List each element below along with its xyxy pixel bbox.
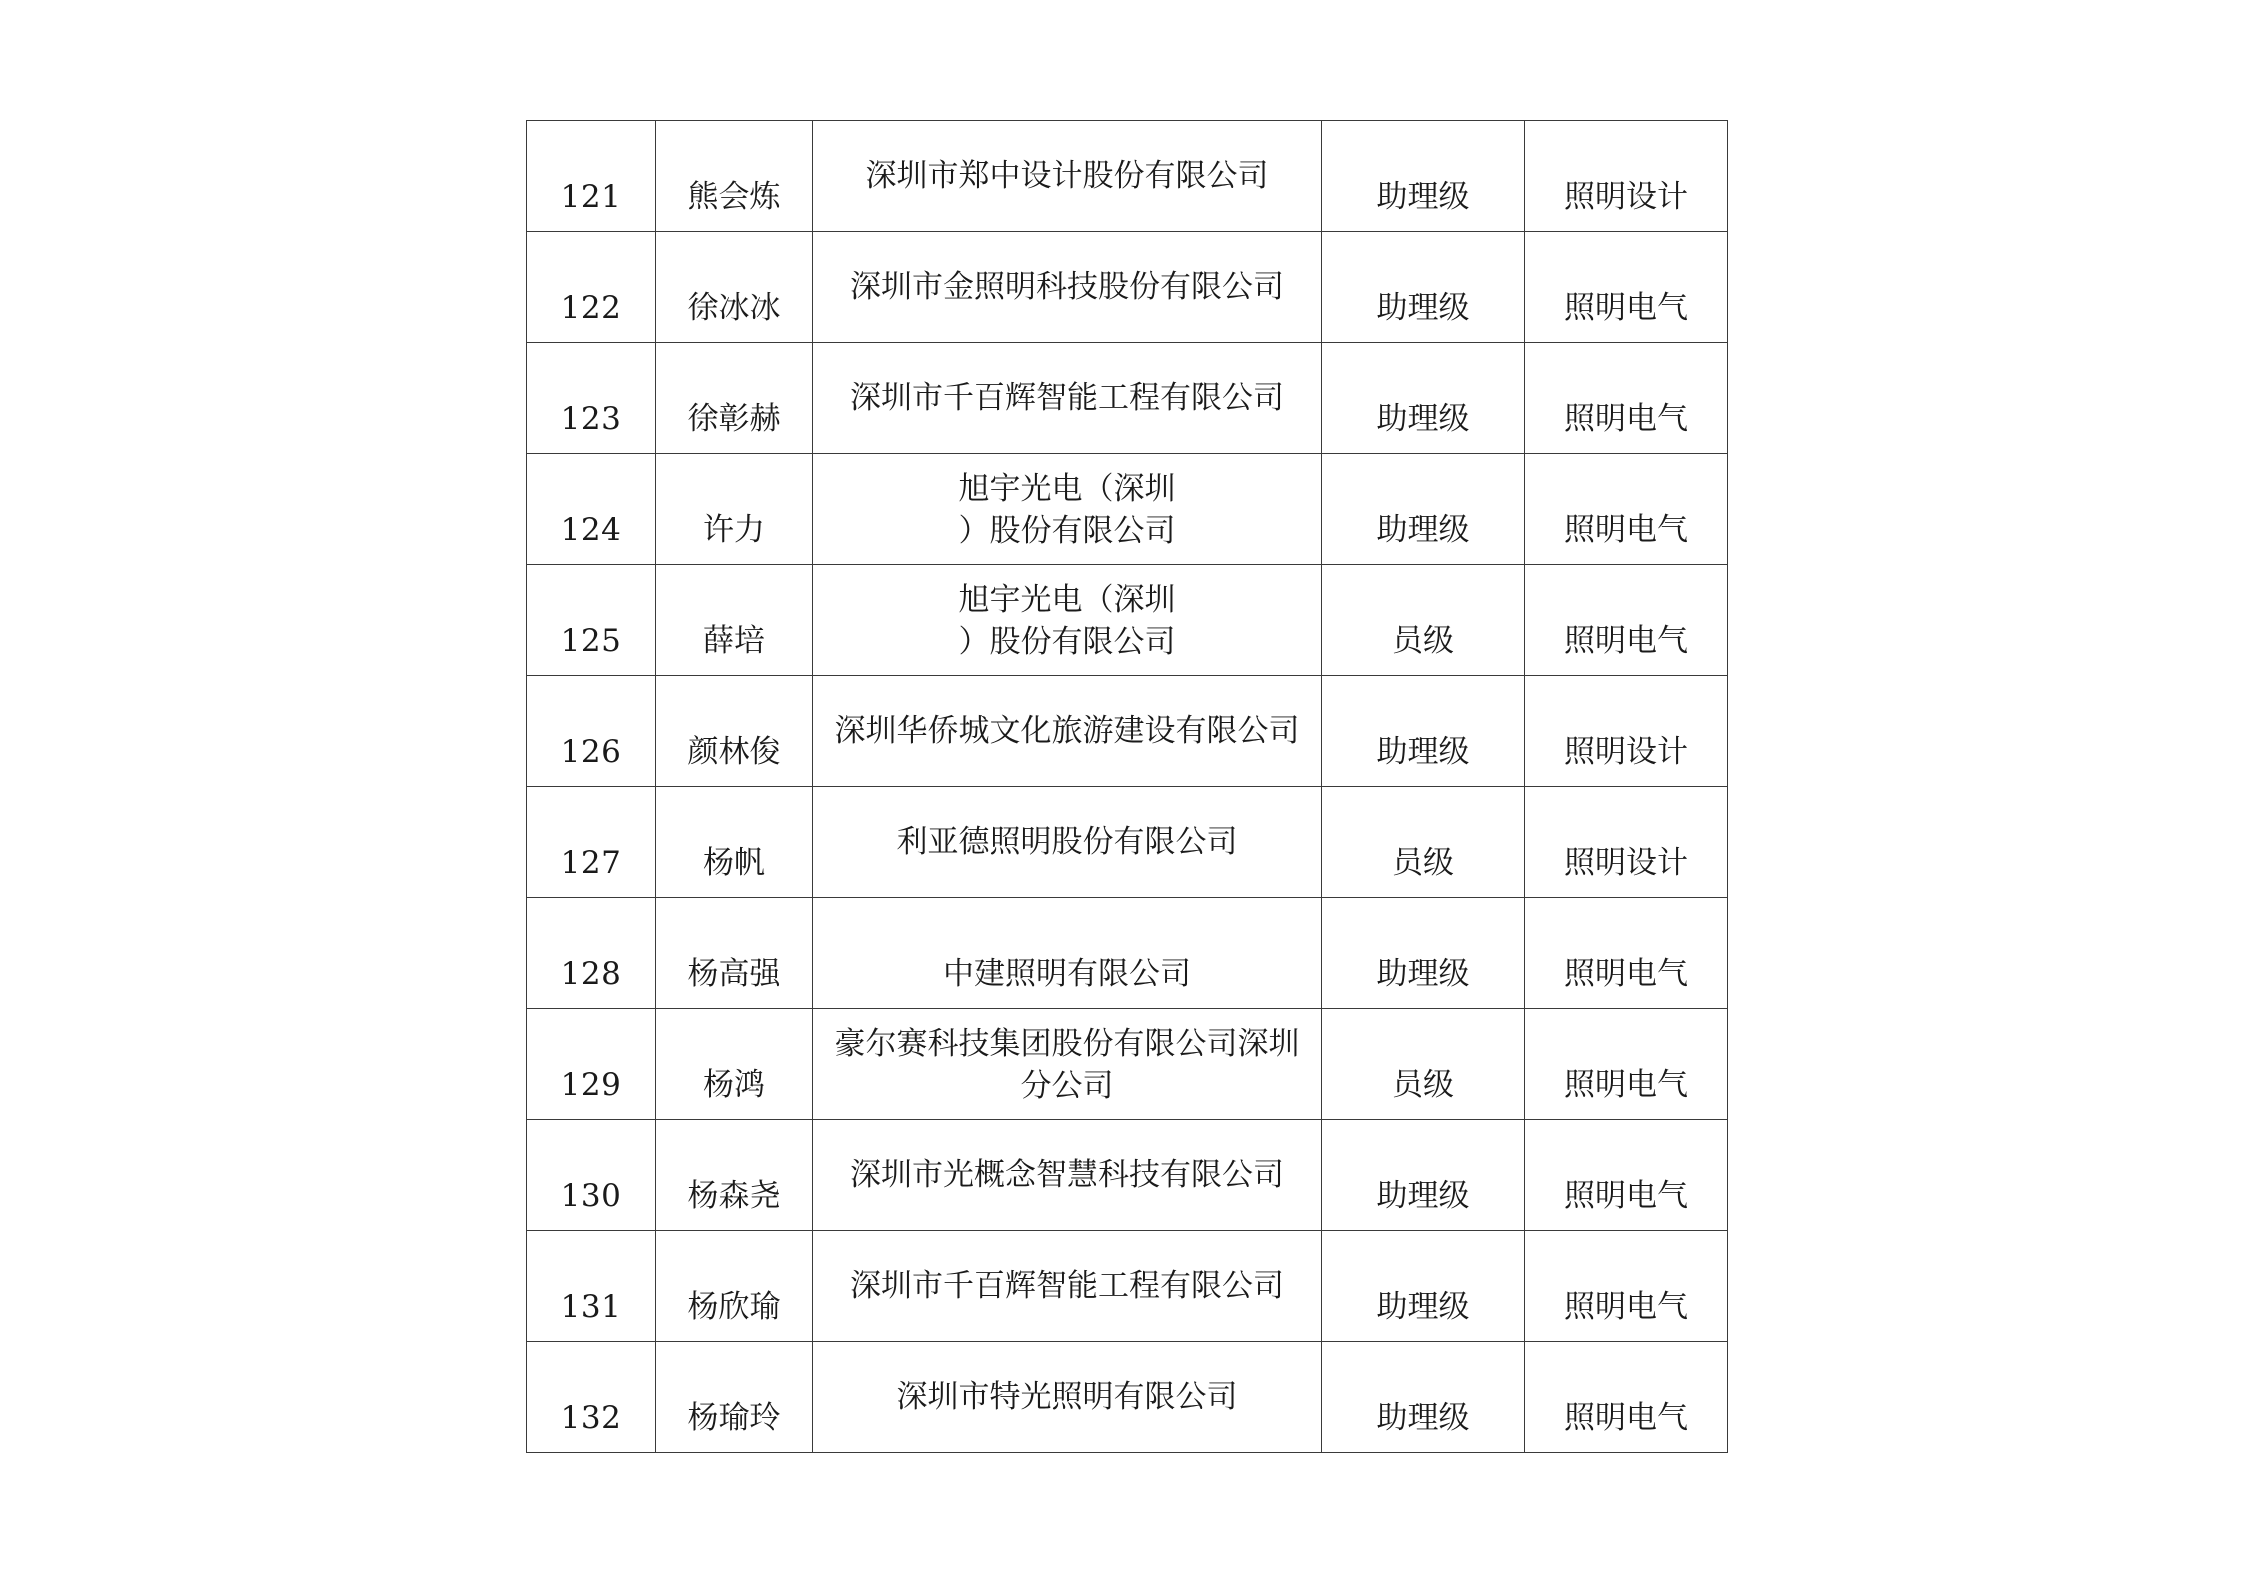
cell-level: 助理级	[1322, 121, 1525, 232]
cell-name: 杨森尧	[656, 1120, 813, 1231]
table-row	[527, 343, 1728, 454]
cell-name: 徐冰冰	[656, 232, 813, 343]
cell-name: 杨欣瑜	[656, 1231, 813, 1342]
cell-name: 徐彰赫	[656, 343, 813, 454]
cell-specialty: 照明设计	[1525, 787, 1728, 898]
cell-company: 深圳华侨城文化旅游建设有限公司	[813, 676, 1322, 787]
cell-number: 131	[527, 1231, 656, 1342]
cell-number: 124	[527, 454, 656, 565]
cell-specialty: 照明设计	[1525, 121, 1728, 232]
cell-company: 深圳市特光照明有限公司	[813, 1342, 1322, 1453]
cell-number: 130	[527, 1120, 656, 1231]
cell-level: 助理级	[1322, 1342, 1525, 1453]
cell-specialty: 照明电气	[1525, 1009, 1728, 1120]
cell-level: 员级	[1322, 1009, 1525, 1120]
cell-level: 助理级	[1322, 1120, 1525, 1231]
cell-name: 许力	[656, 454, 813, 565]
cell-name: 杨鸿	[656, 1009, 813, 1120]
table-row	[527, 232, 1728, 343]
cell-number: 128	[527, 898, 656, 1009]
cell-name: 杨高强	[656, 898, 813, 1009]
cell-number: 132	[527, 1342, 656, 1453]
table-row	[527, 898, 1728, 1009]
cell-name: 杨帆	[656, 787, 813, 898]
cell-name: 薛培	[656, 565, 813, 676]
table-row	[527, 121, 1728, 232]
cell-specialty: 照明电气	[1525, 454, 1728, 565]
table-row	[527, 787, 1728, 898]
cell-specialty: 照明电气	[1525, 343, 1728, 454]
cell-number: 123	[527, 343, 656, 454]
cell-level: 员级	[1322, 787, 1525, 898]
cell-company: 深圳市千百辉智能工程有限公司	[813, 343, 1322, 454]
table-row	[527, 1342, 1728, 1453]
table-row	[527, 1120, 1728, 1231]
cell-level: 助理级	[1322, 343, 1525, 454]
cell-name: 熊会炼	[656, 121, 813, 232]
cell-specialty: 照明电气	[1525, 1231, 1728, 1342]
cell-specialty: 照明电气	[1525, 232, 1728, 343]
cell-company: 豪尔赛科技集团股份有限公司深圳 分公司	[813, 1009, 1322, 1120]
cell-number: 129	[527, 1009, 656, 1120]
table-row	[527, 1009, 1728, 1120]
cell-specialty: 照明电气	[1525, 1120, 1728, 1231]
table-row	[527, 1231, 1728, 1342]
cell-company: 深圳市光概念智慧科技有限公司	[813, 1120, 1322, 1231]
cell-level: 助理级	[1322, 232, 1525, 343]
table-row	[527, 676, 1728, 787]
table-row	[527, 454, 1728, 565]
roster-body	[527, 121, 1728, 1453]
cell-number: 122	[527, 232, 656, 343]
cell-name: 杨瑜玲	[656, 1342, 813, 1453]
cell-company: 深圳市郑中设计股份有限公司	[813, 121, 1322, 232]
cell-number: 125	[527, 565, 656, 676]
cell-company: 中建照明有限公司	[813, 898, 1322, 1009]
cell-company: 旭宇光电（深圳 ）股份有限公司	[813, 565, 1322, 676]
cell-level: 员级	[1322, 565, 1525, 676]
cell-level: 助理级	[1322, 676, 1525, 787]
cell-specialty: 照明电气	[1525, 898, 1728, 1009]
table-row	[527, 565, 1728, 676]
cell-specialty: 照明设计	[1525, 676, 1728, 787]
cell-company: 利亚德照明股份有限公司	[813, 787, 1322, 898]
cell-level: 助理级	[1322, 898, 1525, 1009]
roster-table	[526, 120, 1728, 1453]
cell-specialty: 照明电气	[1525, 1342, 1728, 1453]
cell-level: 助理级	[1322, 1231, 1525, 1342]
cell-company: 深圳市金照明科技股份有限公司	[813, 232, 1322, 343]
cell-number: 127	[527, 787, 656, 898]
cell-company: 深圳市千百辉智能工程有限公司	[813, 1231, 1322, 1342]
cell-number: 126	[527, 676, 656, 787]
cell-name: 颜林俊	[656, 676, 813, 787]
cell-specialty: 照明电气	[1525, 565, 1728, 676]
cell-level: 助理级	[1322, 454, 1525, 565]
cell-number: 121	[527, 121, 656, 232]
cell-company: 旭宇光电（深圳 ）股份有限公司	[813, 454, 1322, 565]
